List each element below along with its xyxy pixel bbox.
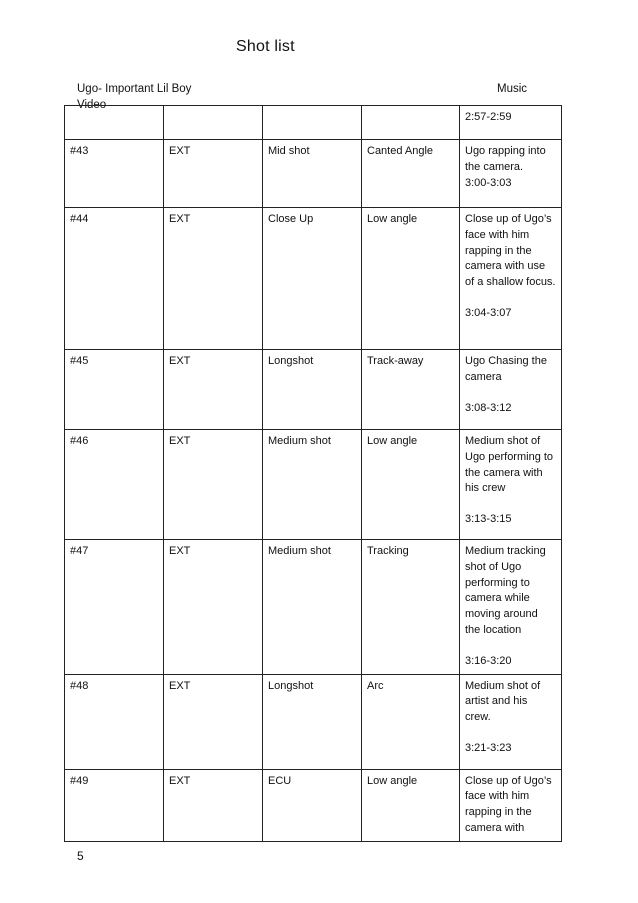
time-range: 3:04-3:07 <box>465 306 512 319</box>
shot-type: Mid shot <box>263 140 362 208</box>
table-cell <box>164 106 263 140</box>
shot-number: #48 <box>65 674 164 769</box>
table-row <box>65 430 562 540</box>
table-row <box>65 208 562 350</box>
table-row <box>65 106 562 140</box>
shot-description-cell <box>460 430 562 540</box>
shot-description-cell <box>460 208 562 350</box>
time-range: 3:13-3:15 <box>465 513 512 526</box>
shot-type: ECU <box>263 769 362 841</box>
table-row <box>65 674 562 769</box>
shot-description-cell <box>460 140 562 208</box>
shot-type: Longshot <box>263 674 362 769</box>
location: EXT <box>164 208 263 350</box>
shot-description: Medium tracking shot of Ugo performing to camera while moving around the location <box>465 545 546 636</box>
shot-description-cell <box>460 350 562 430</box>
time-range: 2:57-2:59 <box>460 106 562 140</box>
time-range: 3:00-3:03 <box>465 176 512 189</box>
table-row <box>65 140 562 208</box>
video-title-line2: Video <box>77 99 107 111</box>
shot-description-cell <box>460 769 562 841</box>
location: EXT <box>164 674 263 769</box>
shot-number: #46 <box>65 430 164 540</box>
camera-angle: Track-away <box>362 350 460 430</box>
table-row <box>65 769 562 841</box>
shot-number: #49 <box>65 769 164 841</box>
location: EXT <box>164 140 263 208</box>
location: EXT <box>164 540 263 675</box>
shot-number: #47 <box>65 540 164 675</box>
shot-description: Medium shot of artist and his crew. <box>465 679 541 724</box>
table-cell <box>362 106 460 140</box>
shot-description: Close up of Ugo’s face with him rapping in the camera with <box>465 774 552 834</box>
shot-type: Close Up <box>263 208 362 350</box>
table-cell <box>65 106 164 140</box>
shot-description-cell <box>460 674 562 769</box>
shot-table <box>64 105 562 842</box>
camera-angle: Low angle <box>362 430 460 540</box>
shot-description: Close up of Ugo’s face with him rapping in the camera with use of a shallow focus. <box>465 213 556 289</box>
shot-description: Medium shot of Ugo performing to the camera with his crew <box>465 435 554 495</box>
shot-type: Longshot <box>263 350 362 430</box>
camera-angle: Tracking <box>362 540 460 675</box>
music-label: Music <box>497 83 528 95</box>
shot-description: Ugo rapping into the camera. <box>465 145 546 173</box>
shot-description: Ugo Chasing the camera <box>465 355 547 383</box>
shot-description-cell <box>460 540 562 675</box>
camera-angle: Low angle <box>362 208 460 350</box>
time-range: 3:08-3:12 <box>465 401 512 414</box>
camera-angle: Arc <box>362 674 460 769</box>
shot-number: #45 <box>65 350 164 430</box>
page-title: Shot list <box>236 38 295 55</box>
shot-type: Medium shot <box>263 540 362 675</box>
table-row <box>65 540 562 675</box>
location: EXT <box>164 430 263 540</box>
camera-angle: Canted Angle <box>362 140 460 208</box>
time-range: 3:16-3:20 <box>465 654 512 667</box>
camera-angle: Low angle <box>362 769 460 841</box>
table-row <box>65 350 562 430</box>
time-range: 3:21-3:23 <box>465 741 512 754</box>
location: EXT <box>164 769 263 841</box>
shot-type: Medium shot <box>263 430 362 540</box>
page-number: 5 <box>77 849 84 863</box>
shot-number: #43 <box>65 140 164 208</box>
table-cell <box>263 106 362 140</box>
video-title-line1: Ugo- Important Lil Boy <box>77 83 192 95</box>
location: EXT <box>164 350 263 430</box>
shot-number: #44 <box>65 208 164 350</box>
